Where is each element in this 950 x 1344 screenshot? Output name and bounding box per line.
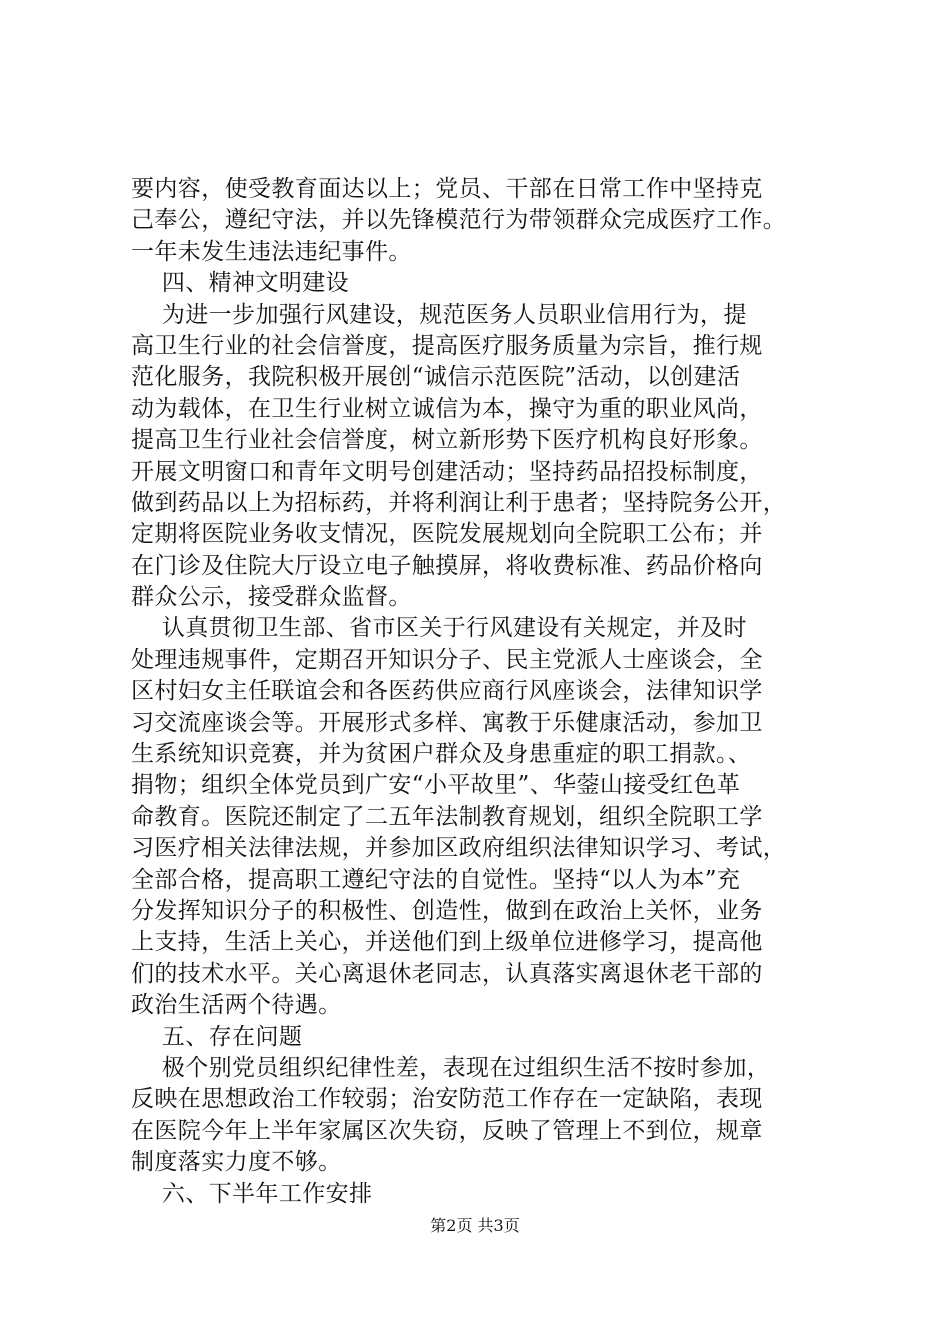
text-line: 上支持，生活上关心，并送他们到上级单位进修学习，提高他 (131, 929, 763, 956)
text-line: 们的技术水平。关心离退休老同志，认真落实离退休老干部的 (131, 960, 763, 987)
text-line: 在门诊及住院大厅设立电子触摸屏，将收费标准、药品价格向 (131, 552, 763, 579)
text-line: 做到药品以上为招标药，并将利润让利于患者；坚持院务公开， (131, 489, 787, 516)
text-line: 为进一步加强行风建设，规范医务人员职业信用行为，提 (131, 301, 747, 328)
text-line: 捐物；组织全体党员到广安“小平故里”、华蓥山接受红色革 (131, 772, 741, 799)
page-number-current: 第2页 (430, 1216, 473, 1235)
text-line: 己奉公，遵纪守法，并以先锋模范行为带领群众完成医疗工作。 (131, 207, 787, 234)
text-line: 区村妇女主任联谊会和各医药供应商行风座谈会，法律知识学 (131, 678, 763, 705)
page-footer (0, 1216, 950, 1236)
text-line: 要内容，使受教育面达以上；党员、干部在日常工作中坚持克 (131, 176, 763, 202)
text-line: 六、下半年工作安排 (131, 1180, 373, 1207)
text-line: 分发挥知识分子的积极性、创造性，做到在政治上关怀，业务 (131, 897, 763, 924)
text-line: 政治生活两个待遇。 (131, 992, 342, 1019)
text-line: 五、存在问题 (131, 1023, 303, 1050)
text-line: 极个别党员组织纪律性差，表现在过组织生活不按时参加， (131, 1054, 771, 1081)
text-line: 处理违规事件，定期召开知识分子、民主党派人士座谈会，全 (131, 646, 763, 673)
document-body (131, 174, 831, 1210)
text-line: 全部合格，提高职工遵纪守法的自觉性。坚持“以人为本”充 (131, 866, 741, 893)
text-line: 动为载体，在卫生行业树立诚信为本，操守为重的职业风尚， (131, 395, 763, 422)
text-line: 四、精神文明建设 (131, 270, 350, 297)
text-line: 定期将医院业务收支情况，医院发展规划向全院职工公布；并 (131, 521, 763, 548)
text-line: 在医院今年上半年家属区次失窃，反映了管理上不到位，规章 (131, 1117, 763, 1144)
text-line: 命教育。医院还制定了二五年法制教育规划，组织全院职工学 (131, 803, 763, 830)
page-number-total: 共3页 (477, 1216, 520, 1235)
text-line: 习交流座谈会等。开展形式多样、寓教于乐健康活动，参加卫 (131, 709, 763, 736)
text-line: 习医疗相关法律法规，并参加区政府组织法律知识学习、考试， (131, 835, 787, 862)
text-line: 提高卫生行业社会信誉度，树立新形势下医疗机构良好形象。 (131, 427, 763, 454)
text-line: 群众公示，接受群众监督。 (131, 584, 412, 611)
text-line: 反映在思想政治工作较弱；治安防范工作存在一定缺陷，表现 (131, 1086, 763, 1113)
text-line: 一年未发生违法违纪事件。 (131, 238, 412, 265)
text-line: 范化服务，我院积极开展创“诚信示范医院”活动，以创建活 (131, 364, 741, 391)
text-line: 高卫生行业的社会信誉度，提高医疗服务质量为宗旨，推行规 (131, 332, 763, 359)
text-line: 生系统知识竞赛，并为贫困户群众及身患重症的职工捐款。、 (131, 741, 752, 768)
text-line: 认真贯彻卫生部、省市区关于行风建设有关规定，并及时 (131, 615, 747, 642)
text-line: 制度落实力度不够。 (131, 1149, 342, 1176)
text-line: 开展文明窗口和青年文明号创建活动；坚持药品招投标制度， (131, 458, 763, 485)
